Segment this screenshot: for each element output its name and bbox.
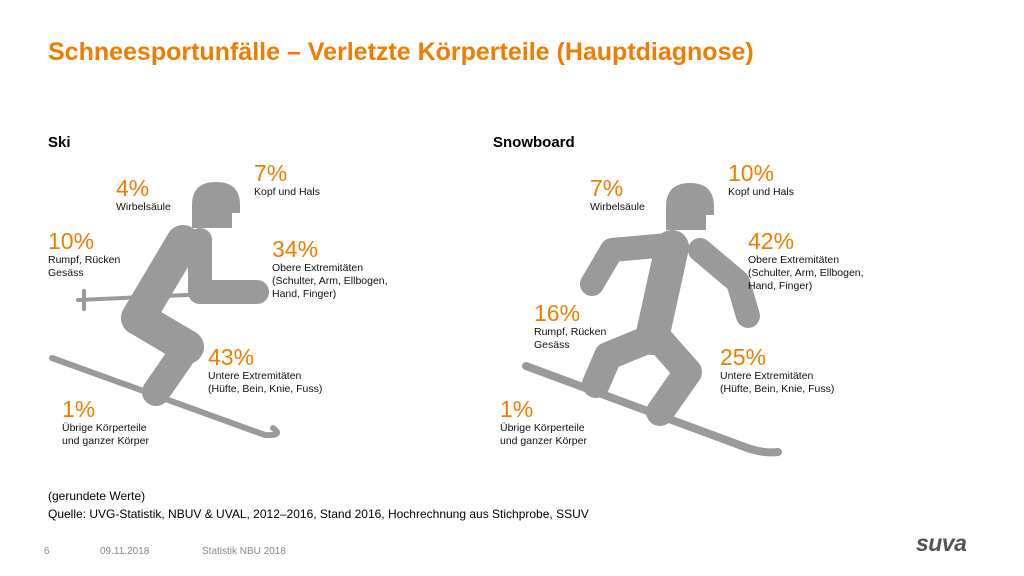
page-number: 6 [44, 546, 50, 557]
ski-spine-value: 4% [116, 175, 150, 201]
snowboard-stat-other [500, 396, 587, 448]
page-title: Schneesportunfälle – Verletzte Körperteile (Hauptdiagnose) [48, 38, 754, 66]
ski-trunk-label: Rumpf, Rücken Gesäss [48, 254, 121, 279]
snowboard-head-label: Kopf und Hals [728, 186, 794, 198]
snowboard-head-value: 10% [728, 160, 775, 186]
rounded-note: (gerundete Werte) [48, 489, 146, 503]
snowboard-upper-label: Obere Extremitäten (Schulter, Arm, Ellbogen, Hand, Finger) [748, 254, 864, 292]
snowboard-stat-trunk [534, 300, 606, 352]
snowboard-stat-upper [748, 228, 864, 293]
snowboard-spine-label: Wirbelsäule [590, 201, 645, 213]
ski-head-value: 7% [254, 160, 288, 186]
ski-other-value: 1% [62, 396, 96, 422]
ski-upper-label: Obere Extremitäten (Schulter, Arm, Ellbogen, Hand, Finger) [272, 262, 388, 300]
suva-logo: suva [916, 530, 967, 556]
ski-stat-head [254, 160, 320, 199]
snowboard-trunk-value: 16% [534, 300, 581, 326]
ski-trunk-value: 10% [48, 228, 95, 254]
ski-stat-upper [272, 236, 388, 301]
snowboard-other-value: 1% [500, 396, 534, 422]
snowboard-stat-spine [590, 175, 645, 214]
snowboard-section-label: Snowboard [493, 134, 575, 151]
ski-spine-label: Wirbelsäule [116, 201, 171, 213]
ski-section-label: Ski [48, 134, 71, 151]
ski-stat-spine [116, 175, 171, 214]
ski-stat-lower [208, 344, 322, 396]
ski-other-label: Übrige Körperteile und ganzer Körper [62, 422, 149, 447]
footer-label: Statistik NBU 2018 [202, 546, 286, 557]
footer-date: 09.11.2018 [100, 546, 150, 557]
ski-head-label: Kopf und Hals [254, 186, 320, 198]
snowboard-stat-lower [720, 344, 834, 396]
ski-stat-trunk [48, 228, 120, 280]
source-note: Quelle: UVG-Statistik, NBUV & UVAL, 2012–2016, Stand 2016, Hochrechnung aus Stichprobe, SSUV [48, 507, 589, 521]
snowboard-stat-head [728, 160, 794, 199]
snowboard-spine-value: 7% [590, 175, 624, 201]
snowboard-trunk-label: Rumpf, Rücken Gesäss [534, 326, 607, 351]
snowboard-upper-value: 42% [748, 228, 795, 254]
ski-upper-value: 34% [272, 236, 319, 262]
ski-lower-label: Untere Extremitäten (Hüfte, Bein, Knie, Fuss) [208, 370, 323, 395]
snowboard-other-label: Übrige Körperteile und ganzer Körper [500, 422, 587, 447]
snowboard-lower-label: Untere Extremitäten (Hüfte, Bein, Knie, Fuss) [720, 370, 835, 395]
snowboard-lower-value: 25% [720, 344, 767, 370]
ski-stat-other [62, 396, 149, 448]
ski-lower-value: 43% [208, 344, 255, 370]
